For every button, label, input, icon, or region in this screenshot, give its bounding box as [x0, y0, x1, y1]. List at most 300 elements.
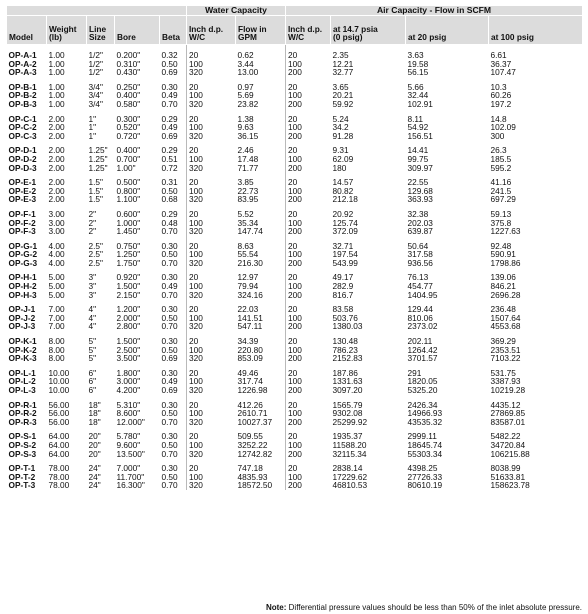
- cell-beta: 0.69: [161, 131, 178, 141]
- table-row: [7, 250, 583, 259]
- cell-air-100psig: 36.37: [490, 59, 512, 69]
- cell-air-0psig: 91.28: [332, 131, 354, 141]
- cell-air-20psig: 14.41: [407, 145, 429, 155]
- cell-beta: 0.29: [161, 145, 178, 155]
- table-row: [7, 164, 583, 173]
- cell-line-size: 18": [88, 409, 101, 418]
- cell-line-size: 2.5": [88, 240, 103, 251]
- column-header-beta: Beta: [160, 16, 187, 45]
- cell-air-20psig: 309.97: [407, 163, 433, 173]
- cell-model: OP-A-1: [8, 50, 37, 60]
- table-row: [7, 236, 583, 251]
- cell-water-flow: 83.95: [237, 195, 259, 204]
- cell-air-dp: 200: [286, 68, 331, 77]
- cell-air-dp: 20: [286, 45, 331, 60]
- cell-water-dp: 20: [187, 267, 236, 282]
- cell-air-100psig: 14.8: [490, 113, 507, 124]
- cell-air-dp: 200: [286, 418, 331, 427]
- table-row: [7, 331, 583, 346]
- cell-air-dp: 100: [286, 346, 331, 355]
- cell-air-20psig: 129.68: [407, 186, 433, 196]
- cell-air-dp: 100: [286, 91, 331, 100]
- cell-air-20psig: 363.93: [407, 195, 433, 204]
- cell-water-dp: 320: [187, 291, 236, 300]
- cell-beta: 0.70: [161, 290, 178, 300]
- cell-air-dp: 200: [286, 227, 331, 236]
- cell-water-flow: 0.62: [237, 50, 254, 60]
- cell-air-20psig: 156.51: [407, 131, 433, 141]
- cell-air-dp: 200: [286, 195, 331, 204]
- cell-air-0psig: 32.71: [332, 240, 354, 251]
- cell-beta: 0.51: [161, 154, 178, 164]
- cell-model: OP-K-1: [8, 336, 37, 346]
- cell-weight: 4.00: [48, 250, 65, 259]
- table-row: [7, 473, 583, 482]
- cell-beta: 0.70: [161, 481, 178, 490]
- cell-air-0psig: 5.24: [332, 113, 349, 124]
- cell-air-dp: 100: [286, 441, 331, 450]
- cell-beta: 0.70: [161, 258, 178, 268]
- cell-bore: 0.250": [116, 81, 141, 92]
- cell-weight: 2.00: [48, 154, 65, 164]
- cell-water-flow: 2.46: [237, 145, 254, 155]
- cell-water-flow: 34.39: [237, 336, 259, 346]
- cell-bore: 1.000": [116, 218, 141, 228]
- cell-water-dp: 100: [187, 441, 236, 450]
- cell-beta: 0.49: [161, 377, 178, 386]
- cell-beta: 0.49: [161, 282, 178, 291]
- cell-air-0psig: 2152.83: [332, 354, 363, 363]
- cell-bore: 1.200": [116, 304, 141, 314]
- cell-water-dp: 320: [187, 354, 236, 363]
- cell-air-100psig: 241.5: [490, 186, 512, 196]
- header-columns-row: [7, 16, 583, 45]
- cell-air-100psig: 697.29: [490, 195, 516, 204]
- cell-line-size: 3": [88, 272, 97, 283]
- cell-water-dp: 100: [187, 219, 236, 228]
- table-row: [7, 77, 583, 92]
- table-row: [7, 441, 583, 450]
- cell-water-dp: 20: [187, 299, 236, 314]
- cell-air-100psig: 1798.86: [490, 258, 521, 268]
- cell-weight: 1.00: [48, 99, 65, 109]
- cell-air-0psig: 1565.79: [332, 399, 363, 410]
- cell-air-dp: 100: [286, 473, 331, 482]
- cell-air-20psig: 27726.33: [407, 472, 443, 482]
- table-row: [7, 346, 583, 355]
- cell-water-dp: 20: [187, 109, 236, 124]
- cell-model: OP-C-1: [8, 113, 37, 124]
- cell-water-dp: 320: [187, 195, 236, 204]
- cell-bore: 12.000": [116, 417, 145, 427]
- cell-weight: 7.00: [48, 322, 65, 332]
- cell-bore: 11.700": [116, 472, 145, 482]
- cell-air-100psig: 83587.01: [490, 417, 526, 427]
- cell-line-size: 3/4": [88, 99, 103, 109]
- cell-air-0psig: 282.9: [332, 282, 354, 291]
- cell-bore: 1.00": [116, 163, 136, 173]
- cell-air-20psig: 129.44: [407, 304, 433, 314]
- cell-bore: 0.920": [116, 272, 141, 283]
- cell-model: OP-R-3: [8, 417, 37, 427]
- table-row: [7, 60, 583, 69]
- cell-water-flow: 49.46: [237, 367, 259, 378]
- cell-air-20psig: 1264.42: [407, 345, 438, 355]
- cell-air-0psig: 3097.20: [332, 386, 363, 395]
- cell-water-dp: 20: [187, 77, 236, 92]
- table-row: [7, 100, 583, 109]
- cell-water-flow: 4835.93: [237, 472, 268, 482]
- cell-air-0psig: 2838.14: [332, 463, 363, 473]
- cell-air-100psig: 590.91: [490, 250, 516, 259]
- cell-bore: 7.000": [116, 463, 141, 473]
- cell-air-0psig: 14.57: [332, 177, 354, 187]
- cell-air-0psig: 1331.63: [332, 377, 363, 386]
- cell-weight: 10.00: [48, 386, 70, 395]
- cell-air-dp: 200: [286, 132, 331, 141]
- cell-air-dp: 200: [286, 450, 331, 459]
- cell-beta: 0.50: [161, 409, 178, 418]
- cell-air-dp: 20: [286, 172, 331, 187]
- cell-air-100psig: 300: [490, 131, 505, 141]
- cell-line-size: 1": [88, 131, 97, 141]
- cell-air-0psig: 32115.34: [332, 449, 367, 459]
- cell-model: OP-B-1: [8, 81, 37, 92]
- cell-water-dp: 320: [187, 259, 236, 268]
- cell-air-100psig: 595.2: [490, 163, 512, 173]
- model-series-group: [7, 426, 583, 458]
- cell-water-dp: 320: [187, 450, 236, 459]
- cell-air-dp: 20: [286, 109, 331, 124]
- cell-line-size: 2.5": [88, 258, 103, 268]
- cell-air-20psig: 76.13: [407, 272, 429, 283]
- cell-line-size: 1": [88, 123, 97, 132]
- table-row: [7, 418, 583, 427]
- cell-air-20psig: 8.11: [407, 113, 424, 124]
- cell-water-flow: 36.15: [237, 131, 259, 141]
- cell-air-0psig: 816.7: [332, 290, 354, 300]
- cell-air-dp: 100: [286, 155, 331, 164]
- model-series-group: [7, 363, 583, 395]
- cell-air-0psig: 83.58: [332, 304, 354, 314]
- cell-line-size: 3/4": [88, 81, 103, 92]
- cell-weight: 8.00: [48, 336, 65, 346]
- cell-model: OP-A-2: [8, 59, 37, 69]
- cell-air-0psig: 2.35: [332, 50, 349, 60]
- cell-air-0psig: 3.65: [332, 81, 349, 92]
- cell-model: OP-B-2: [8, 91, 37, 100]
- cell-water-flow: 1226.98: [237, 386, 268, 395]
- cell-weight: 8.00: [48, 354, 65, 363]
- cell-water-flow: 79.94: [237, 282, 259, 291]
- cell-weight: 3.00: [48, 208, 65, 219]
- cell-air-20psig: 639.87: [407, 227, 433, 236]
- cell-beta: 0.70: [161, 417, 178, 427]
- cell-beta: 0.50: [161, 440, 178, 450]
- model-series-group: [7, 299, 583, 331]
- cell-air-100psig: 107.47: [490, 68, 516, 77]
- cell-beta: 0.30: [161, 272, 178, 283]
- cell-line-size: 1.5": [88, 186, 103, 196]
- table-row: [7, 187, 583, 196]
- cell-air-100psig: 139.06: [490, 272, 516, 283]
- cell-air-0psig: 34.2: [332, 123, 349, 132]
- cell-beta: 0.49: [161, 123, 178, 132]
- cell-water-flow: 853.09: [237, 354, 263, 363]
- cell-bore: 5.780": [116, 431, 141, 441]
- cell-weight: 56.00: [48, 399, 70, 410]
- cell-line-size: 1/2": [88, 50, 103, 60]
- table-header: [7, 6, 583, 45]
- cell-air-100psig: 7103.22: [490, 354, 521, 363]
- cell-water-flow: 35.34: [237, 218, 259, 228]
- column-header-water-dp: Inch d.p. W/C: [187, 16, 236, 45]
- cell-model: OP-F-2: [8, 218, 36, 228]
- cell-water-flow: 13.00: [237, 68, 259, 77]
- cell-model: OP-L-1: [8, 367, 36, 378]
- cell-air-0psig: 543.99: [332, 258, 358, 268]
- cell-water-dp: 100: [187, 377, 236, 386]
- cell-beta: 0.30: [161, 240, 178, 251]
- cell-model: OP-E-1: [8, 177, 37, 187]
- cell-air-100psig: 185.5: [490, 154, 512, 164]
- cell-line-size: 1.25": [88, 145, 108, 155]
- cell-bore: 2.800": [116, 322, 141, 332]
- model-series-group: [7, 77, 583, 109]
- table-row: [7, 227, 583, 236]
- table-row: [7, 282, 583, 291]
- cell-air-dp: 200: [286, 164, 331, 173]
- cell-line-size: 5": [88, 345, 97, 355]
- cell-model: OP-C-3: [8, 131, 37, 141]
- cell-beta: 0.50: [161, 472, 178, 482]
- cell-water-dp: 20: [187, 45, 236, 60]
- cell-air-0psig: 9302.08: [332, 409, 363, 418]
- cell-air-dp: 200: [286, 354, 331, 363]
- cell-weight: 5.00: [48, 272, 65, 283]
- cell-air-0psig: 9.31: [332, 145, 349, 155]
- cell-water-dp: 100: [187, 346, 236, 355]
- cell-bore: 0.500": [116, 177, 141, 187]
- cell-air-20psig: 102.91: [407, 99, 433, 109]
- cell-weight: 78.00: [48, 481, 70, 490]
- cell-beta: 0.30: [161, 336, 178, 346]
- cell-air-20psig: 50.64: [407, 240, 429, 251]
- cell-line-size: 3": [88, 282, 97, 291]
- cell-model: OP-F-1: [8, 208, 36, 219]
- cell-beta: 0.70: [161, 449, 178, 459]
- cell-air-100psig: 2696.28: [490, 290, 521, 300]
- cell-water-flow: 2610.71: [237, 409, 268, 418]
- cell-line-size: 20": [88, 449, 101, 459]
- cell-air-0psig: 80.82: [332, 186, 354, 196]
- cell-air-dp: 200: [286, 259, 331, 268]
- cell-model: OP-T-2: [8, 472, 36, 482]
- cell-air-100psig: 8038.99: [490, 463, 521, 473]
- cell-water-dp: 20: [187, 204, 236, 219]
- cell-bore: 0.300": [116, 113, 141, 124]
- cell-air-0psig: 197.54: [332, 250, 358, 259]
- cell-line-size: 2": [88, 208, 97, 219]
- cell-air-dp: 100: [286, 314, 331, 323]
- cell-air-100psig: 60.26: [490, 91, 512, 100]
- cell-air-100psig: 41.16: [490, 177, 512, 187]
- cell-water-flow: 216.30: [237, 258, 263, 268]
- cell-bore: 0.200": [116, 50, 141, 60]
- cell-beta: 0.30: [161, 431, 178, 441]
- cell-water-flow: 9.63: [237, 123, 254, 132]
- cell-water-dp: 20: [187, 363, 236, 378]
- table-row: [7, 354, 583, 363]
- cell-water-flow: 147.74: [237, 227, 263, 236]
- column-header-model: Model: [7, 16, 47, 45]
- cell-water-flow: 324.16: [237, 290, 263, 300]
- cell-weight: 8.00: [48, 345, 65, 355]
- cell-air-dp: 100: [286, 123, 331, 132]
- cell-water-dp: 320: [187, 322, 236, 331]
- cell-bore: 3.000": [116, 377, 141, 386]
- cell-line-size: 3/4": [88, 91, 103, 100]
- cell-air-100psig: 531.75: [490, 367, 516, 378]
- cell-bore: 2.500": [116, 345, 141, 355]
- table-row: [7, 481, 583, 490]
- cell-water-dp: 320: [187, 68, 236, 77]
- cell-model: OP-T-1: [8, 463, 36, 473]
- cell-water-dp: 320: [187, 132, 236, 141]
- cell-air-100psig: 34720.84: [490, 440, 526, 450]
- cell-bore: 0.700": [116, 154, 141, 164]
- cell-air-20psig: 5.66: [407, 81, 424, 92]
- cell-weight: 1.00: [48, 81, 65, 92]
- table-row: [7, 458, 583, 473]
- cell-beta: 0.32: [161, 50, 178, 60]
- cell-line-size: 1/2": [88, 59, 103, 69]
- cell-water-flow: 5.69: [237, 91, 254, 100]
- cell-air-20psig: 32.38: [407, 208, 429, 219]
- footnote-label: Note:: [265, 603, 287, 612]
- cell-air-100psig: 236.48: [490, 304, 516, 314]
- table-row: [7, 291, 583, 300]
- cell-air-100psig: 10219.28: [490, 386, 526, 395]
- cell-air-dp: 100: [286, 60, 331, 69]
- cell-line-size: 20": [88, 431, 101, 441]
- table-row: [7, 299, 583, 314]
- table-row: [7, 267, 583, 282]
- cell-air-0psig: 46810.53: [332, 481, 368, 490]
- cell-water-dp: 100: [187, 155, 236, 164]
- cell-weight: 1.00: [48, 68, 65, 77]
- cell-air-20psig: 80610.19: [407, 481, 443, 490]
- cell-air-dp: 20: [286, 204, 331, 219]
- footnote: [266, 603, 582, 612]
- cell-water-dp: 100: [187, 473, 236, 482]
- cell-line-size: 6": [88, 386, 97, 395]
- cell-water-flow: 8.63: [237, 240, 254, 251]
- cell-line-size: 2.5": [88, 250, 103, 259]
- table-row: [7, 68, 583, 77]
- cell-air-20psig: 55303.34: [407, 449, 443, 459]
- cell-water-dp: 100: [187, 409, 236, 418]
- cell-air-100psig: 26.3: [490, 145, 507, 155]
- cell-air-0psig: 372.09: [332, 227, 358, 236]
- orifice-plate-capacity-table: [6, 5, 583, 490]
- cell-air-20psig: 810.06: [407, 313, 433, 323]
- cell-air-0psig: 20.21: [332, 91, 354, 100]
- cell-air-20psig: 1820.05: [407, 377, 438, 386]
- cell-air-0psig: 212.18: [332, 195, 358, 204]
- cell-line-size: 1.5": [88, 177, 103, 187]
- cell-air-20psig: 22.55: [407, 177, 429, 187]
- table-row: [7, 426, 583, 441]
- cell-air-0psig: 11588.20: [332, 440, 367, 450]
- cell-air-100psig: 4435.12: [490, 399, 521, 410]
- cell-bore: 0.720": [116, 131, 141, 141]
- cell-model: OP-B-3: [8, 99, 37, 109]
- table-row: [7, 322, 583, 331]
- cell-bore: 8.600": [116, 409, 141, 418]
- cell-water-dp: 20: [187, 458, 236, 473]
- table-row: [7, 450, 583, 459]
- cell-weight: 5.00: [48, 290, 65, 300]
- cell-beta: 0.30: [161, 304, 178, 314]
- cell-air-100psig: 846.21: [490, 282, 516, 291]
- cell-model: OP-L-3: [8, 386, 36, 395]
- cell-water-flow: 3.44: [237, 59, 254, 69]
- header-group-row: [7, 6, 583, 16]
- model-series-group: [7, 140, 583, 172]
- cell-model: OP-E-3: [8, 195, 37, 204]
- cell-bore: 0.400": [116, 145, 141, 155]
- cell-air-dp: 20: [286, 458, 331, 473]
- cell-air-100psig: 369.29: [490, 336, 516, 346]
- cell-air-0psig: 503.76: [332, 313, 358, 323]
- cell-water-flow: 12.97: [237, 272, 259, 283]
- cell-bore: 0.400": [116, 91, 141, 100]
- cell-water-flow: 5.52: [237, 208, 254, 219]
- cell-air-dp: 200: [286, 100, 331, 109]
- cell-water-dp: 320: [187, 164, 236, 173]
- cell-line-size: 1": [88, 113, 97, 124]
- cell-beta: 0.72: [161, 163, 178, 173]
- cell-water-flow: 55.54: [237, 250, 259, 259]
- cell-water-flow: 12742.82: [237, 449, 273, 459]
- cell-weight: 5.00: [48, 282, 65, 291]
- cell-weight: 3.00: [48, 227, 65, 236]
- cell-water-flow: 509.55: [237, 431, 263, 441]
- cell-water-flow: 3252.22: [237, 440, 268, 450]
- cell-weight: 2.00: [48, 163, 65, 173]
- cell-weight: 7.00: [48, 313, 65, 323]
- table-row: [7, 204, 583, 219]
- cell-bore: 0.580": [116, 99, 141, 109]
- cell-air-dp: 100: [286, 409, 331, 418]
- cell-bore: 2.150": [116, 290, 141, 300]
- column-header-air-20psig: at 20 psig: [406, 16, 489, 45]
- model-series-group: [7, 331, 583, 363]
- table-row: [7, 155, 583, 164]
- cell-model: OP-J-1: [8, 304, 36, 314]
- cell-model: OP-G-1: [8, 240, 38, 251]
- cell-air-dp: 200: [286, 322, 331, 331]
- cell-model: OP-C-2: [8, 123, 37, 132]
- cell-air-dp: 20: [286, 426, 331, 441]
- cell-air-dp: 20: [286, 77, 331, 92]
- cell-water-flow: 220.80: [237, 345, 263, 355]
- cell-weight: 10.00: [48, 367, 70, 378]
- cell-water-flow: 0.97: [237, 81, 254, 92]
- cell-air-20psig: 18645.74: [407, 440, 443, 450]
- cell-line-size: 1.25": [88, 163, 108, 173]
